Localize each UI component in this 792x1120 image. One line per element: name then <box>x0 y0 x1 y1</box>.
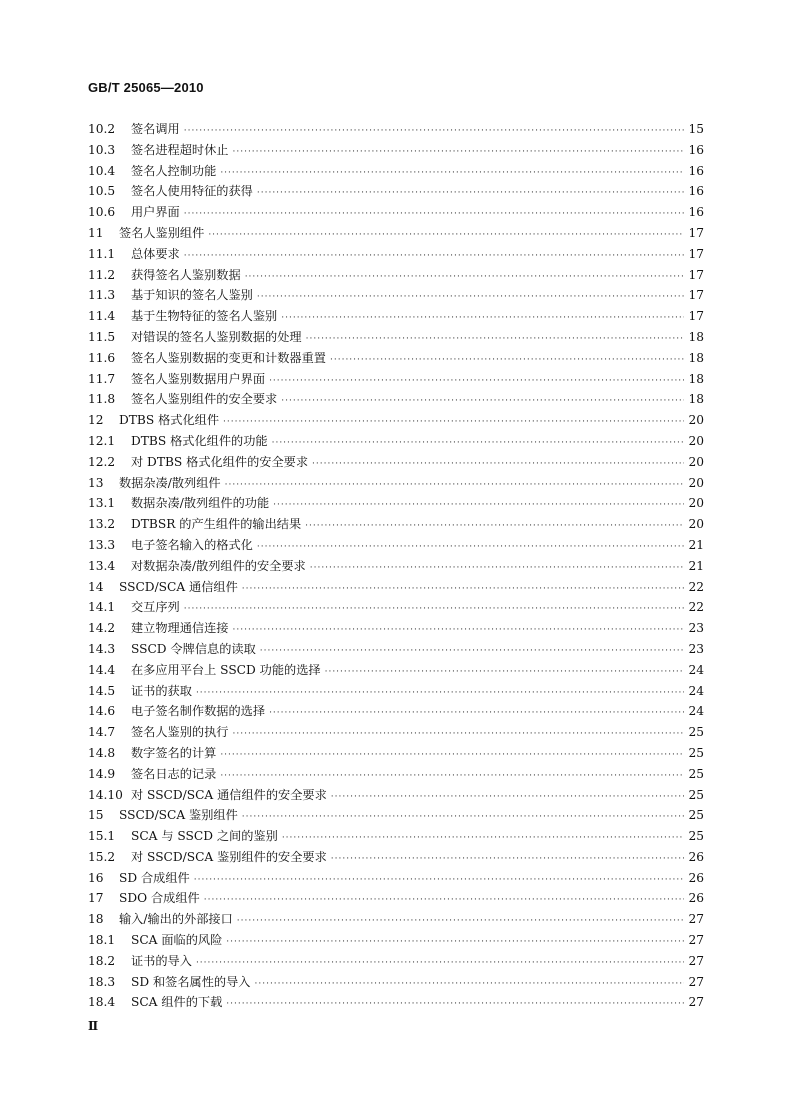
toc-entry-page: 22 <box>688 600 704 615</box>
toc-dot-leader <box>237 911 685 932</box>
toc-entry[interactable] <box>88 348 704 369</box>
toc-entry-page: 20 <box>688 413 704 428</box>
toc-entry-page: 24 <box>688 704 704 719</box>
toc-entry-title: 证书的获取 <box>131 683 192 698</box>
toc-entry-number: 11 <box>88 225 104 240</box>
toc-entry[interactable] <box>88 327 704 348</box>
toc-entry-title: SD 合成组件 <box>119 870 190 885</box>
toc-entry-title: 证书的导入 <box>131 953 192 968</box>
toc-entry-title: DTBS 格式化组件的功能 <box>131 433 268 448</box>
toc-dot-leader <box>196 683 685 704</box>
toc-dot-leader <box>282 828 685 849</box>
toc-entry-page: 27 <box>688 995 704 1010</box>
toc-entry[interactable] <box>88 161 704 182</box>
toc-entry-page: 22 <box>688 579 704 594</box>
toc-entry[interactable] <box>88 244 704 265</box>
toc-dot-leader <box>257 287 685 308</box>
table-of-contents <box>88 119 704 1013</box>
toc-entry[interactable] <box>88 431 704 452</box>
toc-entry-number: 11.2 <box>88 267 116 282</box>
toc-entry-page: 21 <box>688 558 704 573</box>
toc-entry-page: 25 <box>688 808 704 823</box>
toc-entry[interactable] <box>88 618 704 639</box>
toc-dot-leader <box>255 974 685 995</box>
toc-entry[interactable] <box>88 701 704 722</box>
toc-entry[interactable] <box>88 493 704 514</box>
toc-dot-leader <box>260 641 685 662</box>
toc-entry-title: 电子签名制作数据的选择 <box>131 704 266 719</box>
toc-dot-leader <box>269 703 684 724</box>
toc-entry-title: 签名日志的记录 <box>131 766 217 781</box>
toc-entry-page: 18 <box>688 329 704 344</box>
toc-entry-page: 23 <box>688 621 704 636</box>
toc-entry-page: 24 <box>688 662 704 677</box>
toc-entry[interactable] <box>88 722 704 743</box>
toc-entry[interactable] <box>88 743 704 764</box>
toc-entry[interactable] <box>88 847 704 868</box>
toc-entry[interactable] <box>88 202 704 223</box>
toc-entry-number: 11.7 <box>88 371 116 386</box>
toc-dot-leader <box>257 537 685 558</box>
toc-entry-title: 建立物理通信连接 <box>131 621 229 636</box>
toc-entry-number: 11.5 <box>88 329 116 344</box>
toc-dot-leader <box>233 142 685 163</box>
toc-dot-leader <box>225 475 685 496</box>
toc-entry-page: 26 <box>688 870 704 885</box>
toc-entry-page: 17 <box>688 267 704 282</box>
toc-entry[interactable] <box>88 140 704 161</box>
toc-entry-page: 26 <box>688 891 704 906</box>
toc-entry-title: 用户界面 <box>131 205 180 220</box>
toc-entry[interactable] <box>88 992 704 1013</box>
toc-entry-number: 15.2 <box>88 849 116 864</box>
toc-entry-page: 25 <box>688 787 704 802</box>
toc-entry-page: 18 <box>688 350 704 365</box>
toc-entry-number: 14.1 <box>88 600 116 615</box>
toc-entry-number: 13.4 <box>88 558 116 573</box>
toc-entry-number: 14.9 <box>88 766 116 781</box>
toc-entry-page: 18 <box>688 371 704 386</box>
toc-entry-title: 对 SSCD/SCA 通信组件的安全要求 <box>131 787 327 802</box>
page-footer <box>88 1019 98 1033</box>
toc-dot-leader <box>242 807 685 828</box>
toc-entry-number: 11.8 <box>88 392 116 407</box>
toc-entry[interactable] <box>88 868 704 889</box>
toc-entry-page: 20 <box>688 496 704 511</box>
toc-entry-number: 18.2 <box>88 953 116 968</box>
toc-entry-number: 17 <box>88 891 104 906</box>
toc-entry-title: SSCD 令牌信息的读取 <box>131 641 256 656</box>
toc-entry-number: 14.5 <box>88 683 116 698</box>
toc-entry-title: 签名人使用特征的获得 <box>131 184 253 199</box>
toc-entry-title: 签名人控制功能 <box>131 163 217 178</box>
toc-dot-leader <box>245 267 685 288</box>
toc-dot-leader <box>223 412 684 433</box>
toc-entry-number: 14.10 <box>88 787 123 802</box>
toc-entry-page: 20 <box>688 475 704 490</box>
toc-entry-title: DTBSR 的产生组件的输出结果 <box>131 517 302 532</box>
toc-entry-page: 16 <box>688 205 704 220</box>
toc-dot-leader <box>204 890 685 911</box>
toc-entry-title: SD 和签名属性的导入 <box>131 974 251 989</box>
toc-dot-leader <box>233 724 685 745</box>
toc-entry-number: 11.3 <box>88 288 116 303</box>
toc-entry-title: SCA 组件的下载 <box>131 995 223 1010</box>
toc-entry-page: 16 <box>688 142 704 157</box>
toc-entry-number: 14.4 <box>88 662 116 677</box>
toc-entry[interactable] <box>88 119 704 140</box>
toc-entry-page: 16 <box>688 184 704 199</box>
toc-entry-title: 交互序列 <box>131 600 180 615</box>
toc-entry-title: 对 SSCD/SCA 鉴别组件的安全要求 <box>131 849 327 864</box>
toc-entry-page: 27 <box>688 912 704 927</box>
toc-entry-number: 12.1 <box>88 433 116 448</box>
toc-entry-number: 18 <box>88 912 104 927</box>
toc-entry-page: 27 <box>688 953 704 968</box>
toc-dot-leader <box>281 308 684 329</box>
toc-entry[interactable] <box>88 473 704 494</box>
toc-dot-leader <box>330 350 684 371</box>
toc-entry-title: 电子签名输入的格式化 <box>131 537 253 552</box>
toc-entry[interactable] <box>88 972 704 993</box>
toc-entry[interactable] <box>88 888 704 909</box>
toc-entry-number: 14.8 <box>88 745 116 760</box>
toc-dot-leader <box>269 371 684 392</box>
toc-entry-number: 15 <box>88 808 104 823</box>
toc-dot-leader <box>220 163 684 184</box>
toc-dot-leader <box>208 225 684 246</box>
toc-entry-number: 10.4 <box>88 163 116 178</box>
toc-entry[interactable] <box>88 577 704 598</box>
toc-dot-leader <box>310 558 685 579</box>
document-header <box>88 80 204 95</box>
toc-dot-leader <box>312 454 684 475</box>
toc-dot-leader <box>257 183 685 204</box>
toc-entry-title: 签名人鉴别组件 <box>119 225 205 240</box>
toc-entry-title: 数据杂凑/散列组件的功能 <box>131 496 270 511</box>
toc-entry-page: 15 <box>688 122 704 136</box>
toc-entry-number: 14 <box>88 579 104 594</box>
toc-entry-page: 18 <box>688 392 704 407</box>
page-number: Ⅱ <box>88 1019 99 1033</box>
toc-entry-page: 26 <box>688 849 704 864</box>
toc-entry-page: 25 <box>688 766 704 781</box>
toc-dot-leader <box>273 495 684 516</box>
standard-number: GB/T 25065—2010 <box>88 80 204 95</box>
toc-entry-number: 10.5 <box>88 184 116 199</box>
toc-entry-title: 签名人鉴别的执行 <box>131 725 229 740</box>
toc-entry[interactable] <box>88 285 704 306</box>
toc-entry-title: SCA 面临的风险 <box>131 933 223 948</box>
toc-entry[interactable] <box>88 223 704 244</box>
toc-entry[interactable] <box>88 306 704 327</box>
toc-entry-title: 签名进程超时休止 <box>131 142 229 157</box>
toc-entry[interactable] <box>88 930 704 951</box>
toc-entry[interactable] <box>88 452 704 473</box>
toc-entry-number: 13.3 <box>88 537 116 552</box>
toc-entry-page: 17 <box>688 246 704 261</box>
toc-entry-number: 11.4 <box>88 309 116 324</box>
toc-entry[interactable] <box>88 369 704 390</box>
toc-entry-number: 14.7 <box>88 725 116 740</box>
toc-entry-page: 25 <box>688 725 704 740</box>
toc-entry-title: 签名调用 <box>131 122 180 136</box>
toc-dot-leader <box>281 391 684 412</box>
toc-entry[interactable] <box>88 764 704 785</box>
toc-entry-page: 17 <box>688 225 704 240</box>
toc-entry-number: 10.3 <box>88 142 116 157</box>
toc-dot-leader <box>226 932 684 953</box>
toc-entry[interactable] <box>88 597 704 618</box>
toc-entry-page: 20 <box>688 517 704 532</box>
toc-entry-number: 11.6 <box>88 350 116 365</box>
toc-entry-page: 25 <box>688 745 704 760</box>
toc-entry-title: 对 DTBS 格式化组件的安全要求 <box>131 454 309 469</box>
toc-dot-leader <box>305 516 684 537</box>
toc-entry-number: 10.2 <box>88 122 116 136</box>
toc-dot-leader <box>331 787 685 808</box>
toc-entry-number: 14.3 <box>88 641 116 656</box>
toc-entry-page: 21 <box>688 537 704 552</box>
toc-dot-leader <box>331 849 685 870</box>
toc-entry-number: 11.1 <box>88 246 116 261</box>
toc-dot-leader <box>184 121 685 142</box>
toc-dot-leader <box>184 204 685 225</box>
toc-dot-leader <box>306 329 685 350</box>
toc-dot-leader <box>242 579 685 600</box>
toc-entry[interactable] <box>88 805 704 826</box>
toc-entry-title: 基于生物特征的签名人鉴别 <box>131 309 278 324</box>
toc-entry-page: 20 <box>688 454 704 469</box>
toc-entry[interactable] <box>88 265 704 286</box>
toc-dot-leader <box>226 994 684 1015</box>
toc-entry-number: 12 <box>88 413 104 428</box>
toc-entry-number: 15.1 <box>88 829 116 844</box>
toc-entry-title: 签名人鉴别数据的变更和计数器重置 <box>131 350 326 365</box>
toc-entry-title: SSCD/SCA 鉴别组件 <box>119 808 238 823</box>
toc-entry-title: 获得签名人鉴别数据 <box>131 267 241 282</box>
toc-entry-page: 16 <box>688 163 704 178</box>
toc-entry-number: 12.2 <box>88 454 116 469</box>
toc-entry-title: DTBS 格式化组件 <box>119 413 220 428</box>
toc-entry[interactable] <box>88 826 704 847</box>
toc-entry[interactable] <box>88 181 704 202</box>
toc-entry[interactable] <box>88 909 704 930</box>
toc-entry-title: 对错误的签名人鉴别数据的处理 <box>131 329 302 344</box>
toc-entry-number: 18.1 <box>88 933 116 948</box>
toc-entry[interactable] <box>88 639 704 660</box>
toc-entry-number: 14.6 <box>88 704 116 719</box>
toc-entry-title: SSCD/SCA 通信组件 <box>119 579 238 594</box>
toc-entry[interactable] <box>88 660 704 681</box>
toc-dot-leader <box>184 599 685 620</box>
toc-entry-page: 27 <box>688 933 704 948</box>
toc-dot-leader <box>220 745 684 766</box>
toc-dot-leader <box>233 620 685 641</box>
toc-entry[interactable] <box>88 556 704 577</box>
toc-dot-leader <box>220 766 684 787</box>
toc-entry-title: 签名人鉴别数据用户界面 <box>131 371 266 386</box>
toc-dot-leader <box>325 662 685 683</box>
toc-entry-title: 对数据杂凑/散列组件的安全要求 <box>131 558 306 573</box>
toc-entry[interactable] <box>88 389 704 410</box>
toc-entry-page: 20 <box>688 433 704 448</box>
toc-entry-title: 输入/输出的外部接口 <box>119 912 233 927</box>
toc-entry-number: 10.6 <box>88 205 116 220</box>
toc-entry-number: 13.2 <box>88 517 116 532</box>
toc-entry-number: 13.1 <box>88 496 116 511</box>
toc-entry-number: 18.3 <box>88 974 116 989</box>
toc-entry-page: 27 <box>688 974 704 989</box>
toc-entry-page: 24 <box>688 683 704 698</box>
toc-entry-title: 数据杂凑/散列组件 <box>119 475 221 490</box>
toc-dot-leader <box>196 953 685 974</box>
toc-entry-page: 17 <box>688 288 704 303</box>
toc-entry-title: 总体要求 <box>131 246 180 261</box>
toc-entry-number: 16 <box>88 870 104 885</box>
toc-dot-leader <box>194 870 685 891</box>
toc-entry-page: 17 <box>688 309 704 324</box>
toc-entry[interactable] <box>88 514 704 535</box>
toc-entry-title: 数字签名的计算 <box>131 745 217 760</box>
toc-entry[interactable] <box>88 785 704 806</box>
toc-entry[interactable] <box>88 681 704 702</box>
toc-entry-number: 14.2 <box>88 621 116 636</box>
toc-entry-title: 签名人鉴别组件的安全要求 <box>131 392 278 407</box>
toc-entry-page: 23 <box>688 641 704 656</box>
toc-dot-leader <box>184 246 685 267</box>
toc-entry-number: 13 <box>88 475 104 490</box>
toc-entry-title: 在多应用平台上 SSCD 功能的选择 <box>131 662 321 677</box>
toc-entry[interactable] <box>88 535 704 556</box>
toc-entry-number: 18.4 <box>88 995 116 1010</box>
toc-dot-leader <box>272 433 685 454</box>
toc-entry-title: 基于知识的签名人鉴别 <box>131 288 253 303</box>
toc-entry-page: 25 <box>688 829 704 844</box>
toc-entry[interactable] <box>88 410 704 431</box>
toc-entry[interactable] <box>88 951 704 972</box>
toc-entry-title: SCA 与 SSCD 之间的鉴别 <box>131 829 278 844</box>
toc-entry-title: SDO 合成组件 <box>119 891 200 906</box>
